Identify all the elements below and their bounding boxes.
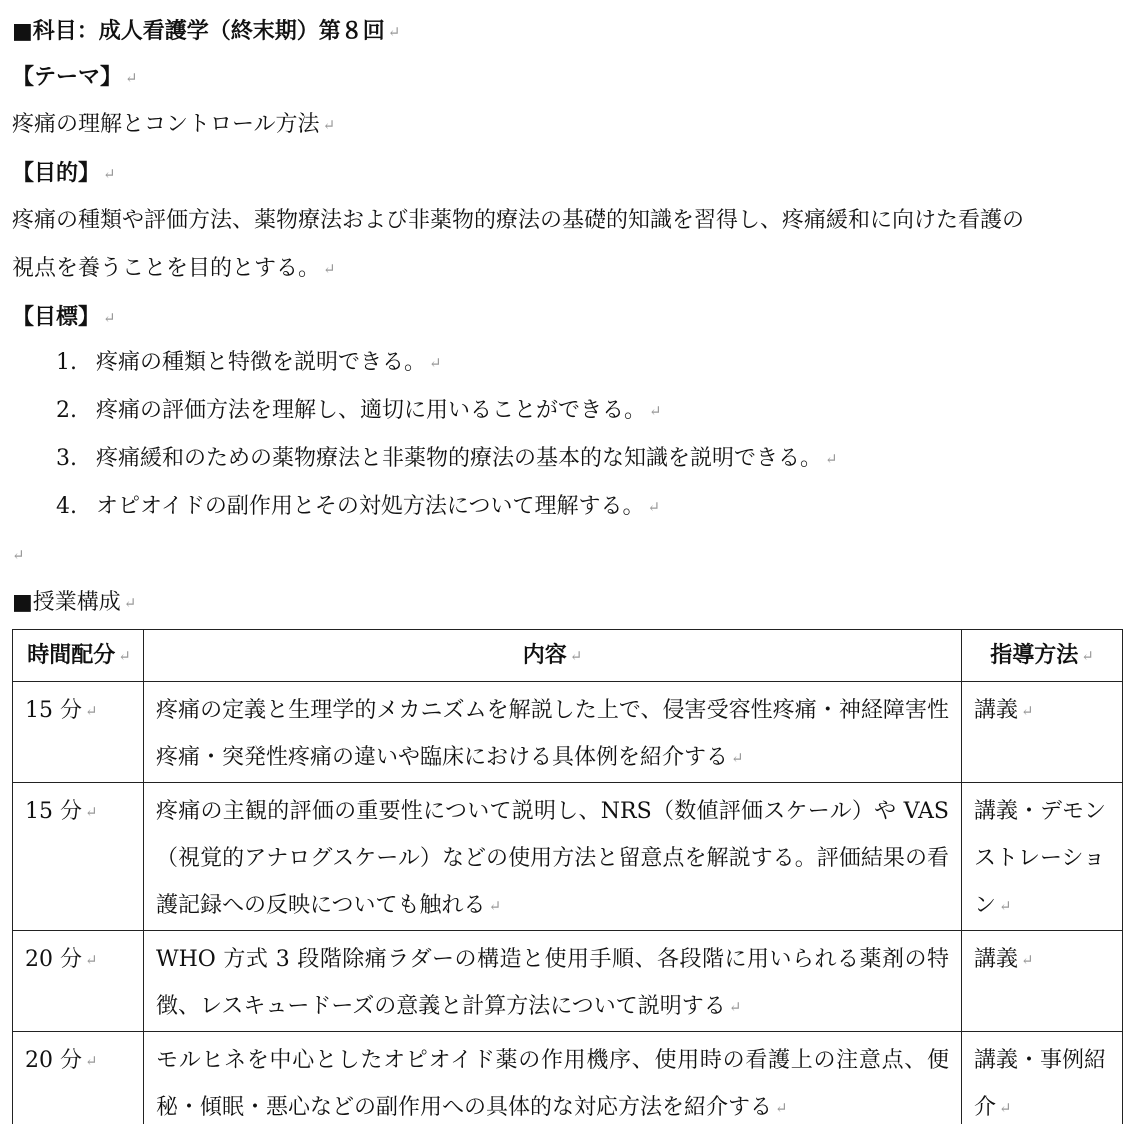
- paragraph-mark: ↵: [647, 498, 661, 516]
- cell-mark: ↵: [85, 803, 98, 821]
- paragraph-mark: ↵: [323, 260, 336, 278]
- column-header-method-label: 指導方法: [990, 642, 1079, 668]
- subject-title: ■科目：成人看護学（終末期）第８回: [12, 18, 385, 44]
- goal-item: [56, 444, 838, 474]
- goal-number: 2.: [56, 398, 77, 423]
- content-cell: [144, 783, 962, 931]
- paragraph-mark: ↵: [12, 546, 25, 564]
- lesson-heading: ■授業構成: [12, 590, 121, 615]
- purpose-text-1: 疼痛の種類や評価方法、薬物療法および非薬物的療法の基礎的知識を習得し、疼痛緩和に向けた看護の: [12, 208, 1025, 233]
- paragraph-mark: ↵: [125, 69, 138, 87]
- content-value: WHO 方式 3 段階除痛ラダーの構造と使用手順、各段階に用いられる薬剤の特徴、レスキュードーズの意義と計算方法について説明する: [156, 947, 949, 1019]
- goals-heading-line: [12, 302, 116, 333]
- purpose-text-2: 視点を養うことを目的とする。: [12, 256, 321, 281]
- paragraph-mark: ↵: [123, 594, 137, 612]
- cell-mark: ↵: [999, 897, 1012, 915]
- time-cell: [13, 1032, 144, 1124]
- table-row: [13, 1032, 1123, 1124]
- table-row: [13, 682, 1123, 783]
- goal-item: [56, 396, 662, 426]
- goal-item: [56, 348, 442, 378]
- paragraph-mark: ↵: [387, 23, 401, 41]
- table-row: [13, 931, 1123, 1032]
- method-cell: [962, 931, 1123, 1032]
- paragraph-mark: ↵: [649, 402, 662, 420]
- time-cell: [13, 783, 144, 931]
- cell-mark: ↵: [488, 897, 502, 915]
- purpose-text-line-1: [12, 206, 1024, 236]
- theme-text: 疼痛の理解とコントロール方法: [12, 112, 320, 137]
- method-value: 講義: [974, 698, 1019, 723]
- time-value: 15 分: [25, 799, 82, 824]
- cell-mark: ↵: [1021, 951, 1034, 969]
- goals-heading: 【目標】: [12, 304, 101, 330]
- method-value: 講義・事例紹介: [974, 1048, 1107, 1120]
- time-value: 20 分: [25, 1048, 82, 1073]
- content-value: 疼痛の定義と生理学的メカニズムを解説した上で、侵害受容性疼痛・神経障害性疼痛・突発性疼痛の違いや臨床における具体例を紹介する: [156, 698, 949, 770]
- purpose-heading: 【目的】: [12, 160, 101, 186]
- content-value: 疼痛の主観的評価の重要性について説明し、NRS（数値評価スケール）や VAS（視覚的アナログスケール）などの使用方法と留意点を解説する。評価結果の看護記録への反映についても触れる: [156, 799, 949, 918]
- column-header-time-label: 時間配分: [27, 642, 116, 668]
- goal-number: 3.: [56, 446, 77, 471]
- theme-text-line: [12, 110, 335, 140]
- content-value: モルヒネを中心としたオピオイド薬の作用機序、使用時の看護上の注意点、便秘・傾眠・悪心などの副作用への具体的な対応方法を紹介する: [156, 1048, 949, 1120]
- theme-heading: 【テーマ】: [12, 64, 123, 90]
- content-cell: [144, 682, 962, 783]
- paragraph-mark: ↵: [103, 165, 116, 183]
- lesson-table: [12, 629, 1123, 1124]
- empty-line: [12, 540, 25, 570]
- cell-mark: ↵: [85, 951, 98, 969]
- method-cell: [962, 783, 1123, 931]
- method-cell: [962, 1032, 1123, 1124]
- subject-line: [12, 16, 400, 47]
- paragraph-mark: ↵: [825, 450, 838, 468]
- cell-mark: ↵: [731, 749, 744, 767]
- cell-mark: ↵: [85, 702, 98, 720]
- lesson-heading-line: [12, 588, 136, 618]
- method-value: 講義・デモンストレーション: [974, 799, 1107, 918]
- paragraph-mark: ↵: [322, 116, 336, 134]
- method-value: 講義: [974, 947, 1019, 972]
- cell-mark: ↵: [1081, 647, 1094, 665]
- table-row: [13, 783, 1123, 931]
- cell-mark: ↵: [85, 1052, 98, 1070]
- purpose-heading-line: [12, 158, 116, 189]
- cell-mark: ↵: [118, 647, 131, 665]
- time-cell: [13, 931, 144, 1032]
- goal-text: 疼痛の評価方法を理解し、適切に用いることができる。: [96, 398, 647, 423]
- time-cell: [13, 682, 144, 783]
- goal-number: 4.: [56, 494, 77, 519]
- goal-number: 1.: [56, 350, 77, 375]
- goal-text: 疼痛緩和のための薬物療法と非薬物的療法の基本的な知識を説明できる。: [96, 446, 823, 471]
- content-cell: [144, 931, 962, 1032]
- table-header-row: [13, 630, 1123, 682]
- method-cell: [962, 682, 1123, 783]
- cell-mark: ↵: [569, 647, 583, 665]
- paragraph-mark: ↵: [103, 309, 116, 327]
- column-header-content: [144, 630, 962, 682]
- cell-mark: ↵: [999, 1099, 1012, 1117]
- column-header-method: [962, 630, 1123, 682]
- column-header-content-label: 内容: [522, 642, 567, 668]
- cell-mark: ↵: [775, 1099, 788, 1117]
- goal-text: 疼痛の種類と特徴を説明できる。: [96, 350, 427, 375]
- column-header-time: [13, 630, 144, 682]
- cell-mark: ↵: [728, 998, 742, 1016]
- goal-item: [56, 492, 660, 522]
- content-cell: [144, 1032, 962, 1124]
- theme-heading-line: [12, 62, 138, 93]
- time-value: 15 分: [25, 698, 82, 723]
- purpose-text-line-2: [12, 254, 336, 284]
- time-value: 20 分: [25, 947, 82, 972]
- cell-mark: ↵: [1021, 702, 1034, 720]
- paragraph-mark: ↵: [429, 354, 442, 372]
- goal-text: オピオイドの副作用とその対処方法について理解する。: [96, 494, 645, 519]
